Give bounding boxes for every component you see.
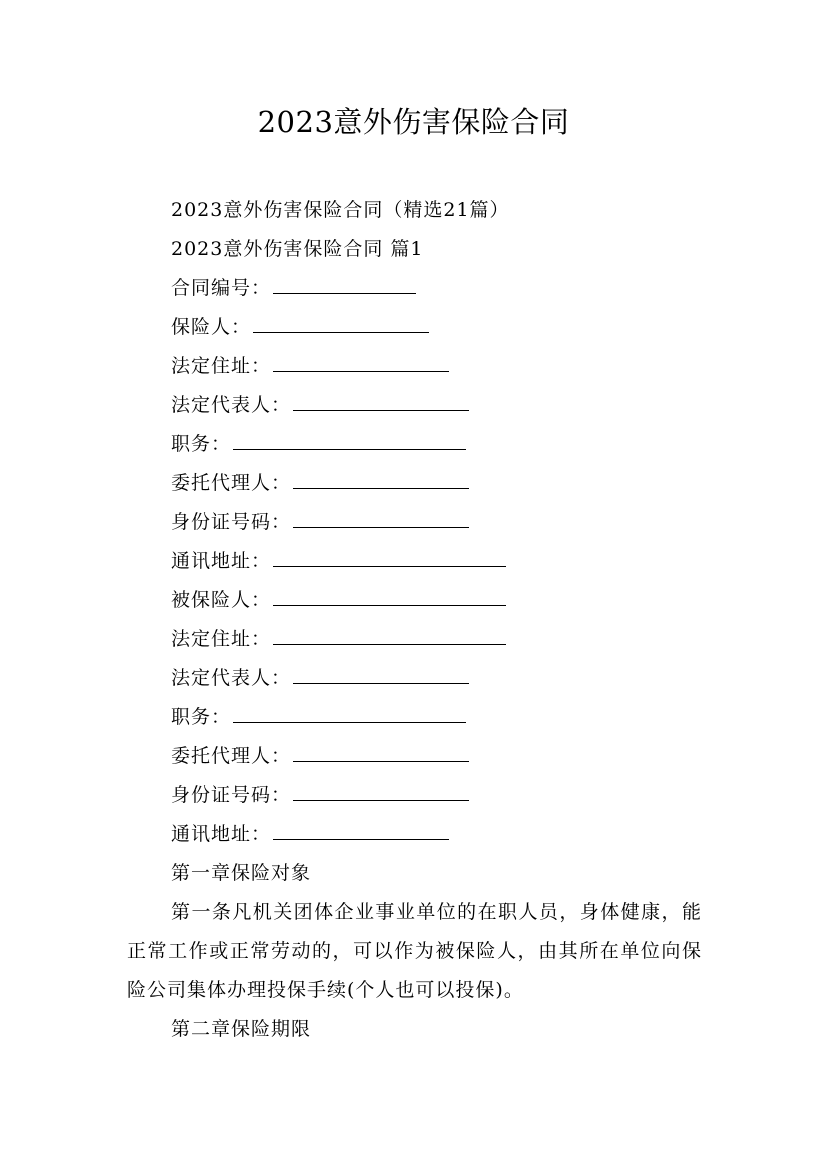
section-heading: 2023意外伤害保险合同 篇1 (171, 238, 424, 260)
field-contract-number (171, 274, 416, 302)
fill-in-blank (273, 626, 506, 645)
field-insured-agent (171, 742, 469, 770)
field-label: 合同编号： (171, 277, 272, 299)
field-insurer-position (171, 430, 466, 458)
field-label: 法定住址： (171, 355, 272, 377)
chapter-2-heading: 第二章保险期限 (171, 1018, 312, 1040)
field-label: 被保险人： (171, 589, 272, 611)
field-insurer (171, 313, 429, 341)
field-label: 身份证号码： (171, 784, 292, 806)
fill-in-blank (293, 782, 469, 801)
document-subtitle: 2023意外伤害保险合同（精选21篇） (171, 199, 510, 221)
fill-in-blank (273, 275, 416, 294)
field-label: 保险人： (171, 316, 252, 338)
fill-in-blank (293, 470, 469, 489)
field-label: 职务： (171, 433, 232, 455)
fill-in-blank (273, 587, 506, 606)
fill-in-blank (273, 548, 506, 567)
fill-in-blank (293, 509, 469, 528)
field-label: 通讯地址： (171, 823, 272, 845)
field-label: 法定代表人： (171, 394, 292, 416)
field-label: 委托代理人： (171, 472, 292, 494)
field-label: 法定住址： (171, 628, 272, 650)
fill-in-blank (293, 665, 469, 684)
document-title: 2023意外伤害保险合同 (257, 105, 570, 139)
field-insured-position (171, 703, 466, 731)
fill-in-blank (233, 704, 466, 723)
fill-in-blank (233, 431, 466, 450)
field-insured-address (171, 625, 506, 653)
fill-in-blank (273, 821, 449, 840)
article-1-paragraph: 第一条凡机关团体企业事业单位的在职人员，身体健康，能正常工作或正常劳动的，可以作为被保险人，由其所在单位向保险公司集体办理投保手续(个人也可以投保)。 (127, 901, 702, 1001)
field-insurer-mailing-address (171, 547, 506, 575)
chapter-1-heading: 第一章保险对象 (171, 862, 312, 884)
fill-in-blank (293, 392, 469, 411)
field-insured (171, 586, 506, 614)
field-label: 法定代表人： (171, 667, 292, 689)
fill-in-blank (273, 353, 449, 372)
field-insured-mailing-address (171, 820, 449, 848)
field-label: 职务： (171, 706, 232, 728)
field-insurer-legal-rep (171, 391, 469, 419)
field-insured-legal-rep (171, 664, 469, 692)
field-label: 委托代理人： (171, 745, 292, 767)
field-insurer-address (171, 352, 449, 380)
field-label: 身份证号码： (171, 511, 292, 533)
field-insurer-id-number (171, 508, 469, 536)
fill-in-blank (253, 314, 429, 333)
field-insurer-agent (171, 469, 469, 497)
fill-in-blank (293, 743, 469, 762)
field-label: 通讯地址： (171, 550, 272, 572)
field-insured-id-number (171, 781, 469, 809)
